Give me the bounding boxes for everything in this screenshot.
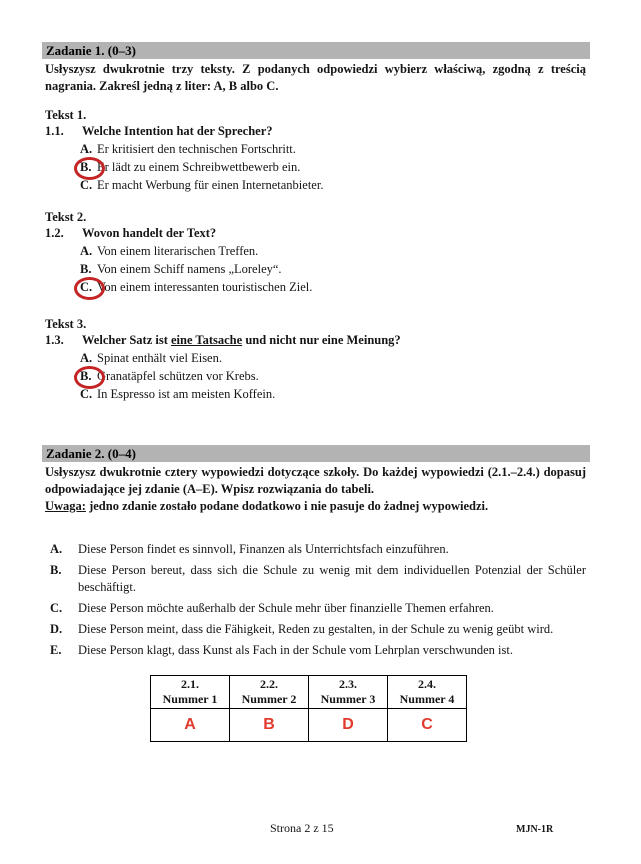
tekst3-label: Tekst 3. — [45, 317, 87, 331]
tekst1-label: Tekst 1. — [45, 108, 87, 122]
header-cell-2-2: 2.2. Nummer 2 — [230, 676, 309, 709]
task1-header-bar — [42, 42, 590, 59]
statement-list — [45, 541, 586, 659]
footer-page-number: Strona 2 z 15 — [270, 821, 334, 835]
statement-c — [45, 600, 586, 617]
option-letter: A. — [80, 142, 93, 156]
option-letter: C. — [80, 387, 93, 401]
option-1-2-a — [45, 242, 586, 260]
option-text: Von einem Schiff namens „Loreley“. — [97, 262, 282, 276]
question-text-underlined: eine Tatsache — [171, 333, 243, 347]
statement-text: Diese Person klagt, dass Kunst als Fach in der Schule vom Lehrplan verschwunden ist. — [78, 643, 513, 657]
statement-text: Diese Person findet es sinnvoll, Finanzen als Unterrichtsfach einzuführen. — [78, 542, 449, 556]
question-text-prefix: Welcher Satz ist — [82, 333, 171, 347]
header-cell-2-4: 2.4. Nummer 4 — [388, 676, 467, 709]
option-text: In Espresso ist am meisten Koffein. — [97, 387, 276, 401]
question-1-3 — [45, 332, 586, 349]
option-letter: C. — [80, 178, 93, 192]
task2-header-title: Zadanie 2. (0–4) — [46, 446, 136, 461]
task2-uwaga — [45, 498, 586, 515]
option-1-1-a — [45, 140, 586, 158]
statement-e — [45, 642, 586, 659]
option-letter: B. — [80, 160, 92, 174]
statement-letter: B. — [50, 563, 62, 577]
statement-letter: E. — [50, 643, 62, 657]
answer-cell-2-1: A — [151, 709, 230, 742]
question-block-1-3 — [45, 316, 586, 403]
option-letter: C. — [80, 280, 93, 294]
task1-intro: Usłyszysz dwukrotnie trzy teksty. Z podanych odpowiedzi wybierz właściwą, zgodną z treścią nagrania. Zakreśl jedną z liter: A, B albo C. — [45, 62, 586, 93]
option-text: Von einem interessanten touristischen Ziel. — [97, 280, 313, 294]
option-letter: A. — [80, 244, 93, 258]
statement-letter: D. — [50, 622, 63, 636]
statement-text: Diese Person möchte außerhalb der Schule mehr über finanzielle Themen erfahren. — [78, 601, 494, 615]
option-letter: B. — [80, 369, 92, 383]
statement-letter: A. — [50, 542, 63, 556]
question-number: 1.1. — [45, 124, 64, 138]
answer-cell-2-2: B — [230, 709, 309, 742]
option-1-2-b — [45, 260, 586, 278]
question-text: Wovon handelt der Text? — [82, 226, 217, 240]
statement-a — [45, 541, 586, 558]
question-block-1-1 — [45, 107, 586, 194]
option-1-3-a — [45, 349, 586, 367]
statement-d — [45, 621, 586, 638]
tekst2-label: Tekst 2. — [45, 210, 87, 224]
option-text: Spinat enthält viel Eisen. — [97, 351, 222, 365]
option-1-2-c — [45, 278, 586, 296]
header-cell-2-1: 2.1. Nummer 1 — [151, 676, 230, 709]
option-1-1-b — [45, 158, 586, 176]
task2-header-bar — [42, 445, 590, 462]
option-1-3-b — [45, 367, 586, 385]
option-text: Granatäpfel schützen vor Krebs. — [97, 369, 259, 383]
option-text: Er macht Werbung für einen Internetanbieter. — [97, 178, 324, 192]
option-letter: A. — [80, 351, 93, 365]
header-cell-2-3: 2.3. Nummer 3 — [309, 676, 388, 709]
question-text-suffix: und nicht nur eine Meinung? — [242, 333, 401, 347]
question-text: Welche Intention hat der Sprecher? — [82, 124, 273, 138]
uwaga-text: jedno zdanie zostało podane dodatkowo i nie pasuje do żadnej wypowiedzi. — [85, 499, 489, 513]
option-1-3-c — [45, 385, 586, 403]
statement-b — [45, 562, 586, 596]
statement-text: Diese Person meint, dass die Fähigkeit, Reden zu gestalten, in der Schule zu wenig geübt wird. — [78, 622, 554, 636]
answer-cell-2-4: C — [388, 709, 467, 742]
question-number: 1.3. — [45, 333, 64, 347]
question-1-1 — [45, 123, 586, 140]
footer-exam-code: MJN-1R — [516, 824, 554, 835]
question-number: 1.2. — [45, 226, 64, 240]
answer-table — [150, 675, 467, 742]
statement-text: Diese Person bereut, dass sich die Schule zu wenig mit dem individuellen Potenzial der Schüler beschäftigt. — [78, 563, 586, 594]
task1-header-title: Zadanie 1. (0–3) — [46, 43, 136, 58]
option-letter: B. — [80, 262, 92, 276]
answer-table-header-row — [151, 676, 467, 709]
statement-letter: C. — [50, 601, 63, 615]
uwaga-label: Uwaga: — [45, 499, 86, 513]
question-block-1-2 — [45, 209, 586, 296]
task2-intro: Usłyszysz dwukrotnie cztery wypowiedzi dotyczące szkoły. Do każdej wypowiedzi (2.1.–2.4.) dopasuj odpowiadające jej zdanie (A–E). Wpisz rozwiązania do tabeli. — [45, 465, 586, 496]
option-text: Von einem literarischen Treffen. — [97, 244, 259, 258]
question-1-2 — [45, 225, 586, 242]
answer-cell-2-3: D — [309, 709, 388, 742]
answer-table-answer-row — [151, 709, 467, 742]
option-text: Er kritisiert den technischen Fortschritt. — [97, 142, 296, 156]
option-1-1-c — [45, 176, 586, 194]
option-text: Er lädt zu einem Schreibwettbewerb ein. — [97, 160, 301, 174]
